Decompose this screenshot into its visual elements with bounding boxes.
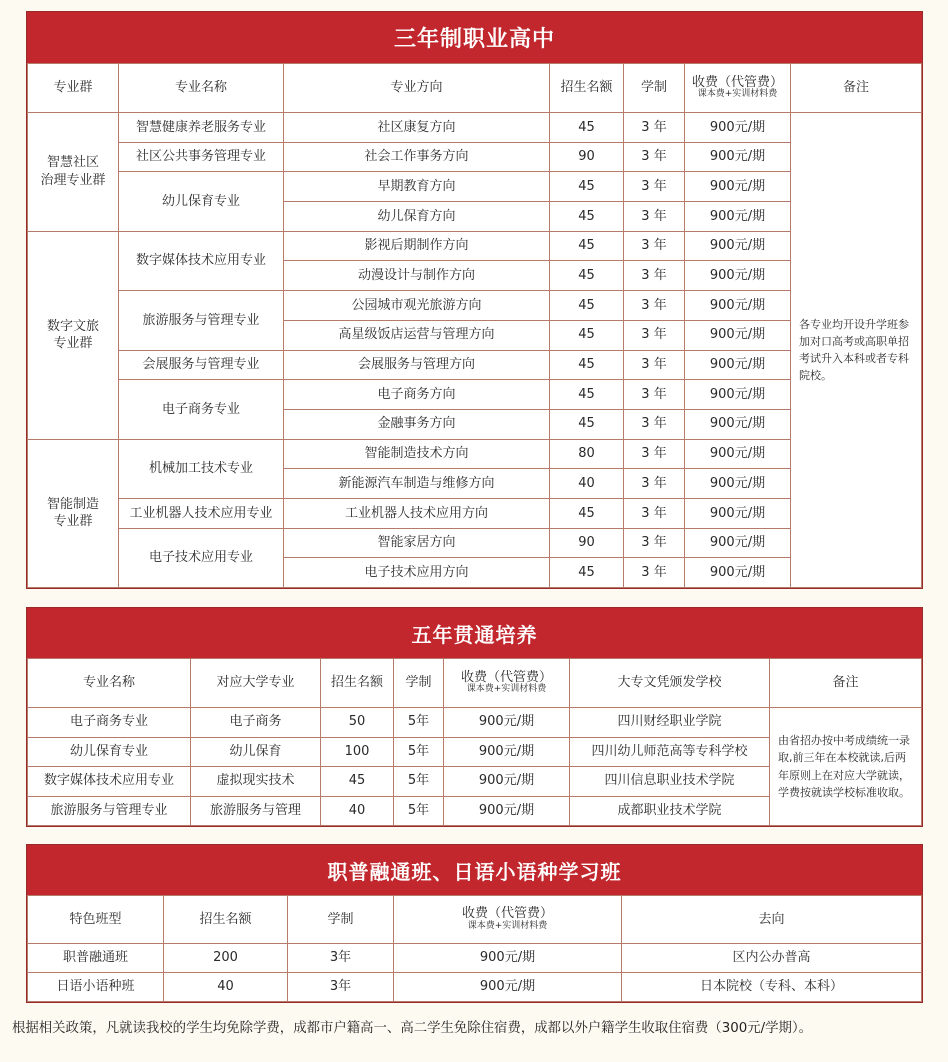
direction-cell: 影视后期制作方向 xyxy=(284,231,550,261)
fee-cell: 900元/期 xyxy=(685,202,791,232)
three-year-table xyxy=(27,63,922,588)
fee-cell: 900元/期 xyxy=(685,113,791,143)
univ-major-cell: 幼儿保育 xyxy=(191,737,321,767)
years-cell: 3 年 xyxy=(624,142,685,172)
quota-cell: 40 xyxy=(164,973,288,1002)
five-year-title: 五年贯通培养 xyxy=(27,608,922,658)
fee-cell: 900元/期 xyxy=(444,708,570,738)
major-name: 数字媒体技术应用专业 xyxy=(28,767,191,797)
direction-cell: 高星级饭店运营与管理方向 xyxy=(284,320,550,350)
fee-cell: 900元/期 xyxy=(444,737,570,767)
quota-cell: 45 xyxy=(550,320,624,350)
col-remark: 备注 xyxy=(770,659,922,708)
direction-cell: 社会工作事务方向 xyxy=(284,142,550,172)
major-name: 幼儿保育专业 xyxy=(119,172,284,231)
fee-cell: 900元/期 xyxy=(685,231,791,261)
table-row xyxy=(28,350,922,380)
quota-cell: 45 xyxy=(550,498,624,528)
years-cell: 3 年 xyxy=(624,202,685,232)
quota-cell: 100 xyxy=(321,737,394,767)
school-cell: 四川幼儿师范高等专科学校 xyxy=(570,737,770,767)
years-cell: 3 年 xyxy=(624,528,685,558)
table-row xyxy=(28,231,922,261)
major-name: 电子技术应用专业 xyxy=(119,528,284,587)
destination-cell: 日本院校（专科、本科） xyxy=(622,973,922,1002)
years-cell: 5年 xyxy=(394,767,444,797)
special-class-section xyxy=(26,844,923,1003)
years-cell: 3 年 xyxy=(624,172,685,202)
major-name: 旅游服务与管理专业 xyxy=(119,291,284,350)
quota-cell: 90 xyxy=(550,528,624,558)
direction-cell: 金融事务方向 xyxy=(284,409,550,439)
table-row xyxy=(28,708,922,738)
major-name: 社区公共事务管理专业 xyxy=(119,142,284,172)
col-quota: 招生名额 xyxy=(164,896,288,944)
fee-cell: 900元/期 xyxy=(394,973,622,1002)
univ-major-cell: 电子商务 xyxy=(191,708,321,738)
years-cell: 3 年 xyxy=(624,558,685,588)
years-cell: 3 年 xyxy=(624,498,685,528)
fee-cell: 900元/期 xyxy=(685,380,791,410)
quota-cell: 45 xyxy=(550,409,624,439)
direction-cell: 早期教育方向 xyxy=(284,172,550,202)
special-class-table xyxy=(27,895,922,1002)
col-fee: 收费（代管费） 课本费+实训材料费 xyxy=(444,659,570,708)
direction-cell: 幼儿保育方向 xyxy=(284,202,550,232)
quota-cell: 45 xyxy=(550,113,624,143)
quota-cell: 40 xyxy=(321,796,394,826)
col-school: 大专文凭颁发学校 xyxy=(570,659,770,708)
quota-cell: 45 xyxy=(550,350,624,380)
remark-cell: 由省招办按中考成绩统一录取,前三年在本校就读,后两年原则上在对应大学就读，学费按就读学校标准收取。 xyxy=(770,708,922,826)
col-quota: 招生名额 xyxy=(550,64,624,113)
five-year-section xyxy=(26,607,923,827)
quota-cell: 45 xyxy=(321,767,394,797)
quota-cell: 40 xyxy=(550,469,624,499)
group-name: 智能制造 专业群 xyxy=(28,439,119,587)
major-name: 会展服务与管理专业 xyxy=(119,350,284,380)
direction-cell: 会展服务与管理方向 xyxy=(284,350,550,380)
major-name: 机械加工技术专业 xyxy=(119,439,284,498)
col-group: 专业群 xyxy=(28,64,119,113)
group-name: 智慧社区 治理专业群 xyxy=(28,113,119,232)
table-row xyxy=(28,528,922,558)
fee-cell: 900元/期 xyxy=(444,796,570,826)
major-name: 智慧健康养老服务专业 xyxy=(119,113,284,143)
school-cell: 成都职业技术学院 xyxy=(570,796,770,826)
quota-cell: 45 xyxy=(550,172,624,202)
fee-cell: 900元/期 xyxy=(685,528,791,558)
quota-cell: 45 xyxy=(550,261,624,291)
col-major: 专业名称 xyxy=(28,659,191,708)
fee-cell: 900元/期 xyxy=(685,439,791,469)
table-row xyxy=(28,439,922,469)
table-row xyxy=(28,498,922,528)
col-destination: 去向 xyxy=(622,896,922,944)
years-cell: 3 年 xyxy=(624,350,685,380)
quota-cell: 45 xyxy=(550,231,624,261)
years-cell: 3 年 xyxy=(624,439,685,469)
special-class-title: 职普融通班、日语小语种学习班 xyxy=(27,845,922,895)
destination-cell: 区内公办普高 xyxy=(622,944,922,973)
col-years: 学制 xyxy=(394,659,444,708)
direction-cell: 智能家居方向 xyxy=(284,528,550,558)
quota-cell: 45 xyxy=(550,558,624,588)
table-row xyxy=(28,172,922,202)
fee-cell: 900元/期 xyxy=(685,261,791,291)
table-row xyxy=(28,380,922,410)
direction-cell: 电子技术应用方向 xyxy=(284,558,550,588)
major-name: 幼儿保育专业 xyxy=(28,737,191,767)
col-years: 学制 xyxy=(288,896,394,944)
fee-cell: 900元/期 xyxy=(685,142,791,172)
table-row xyxy=(28,973,922,1002)
major-name: 电子商务专业 xyxy=(28,708,191,738)
direction-cell: 社区康复方向 xyxy=(284,113,550,143)
major-name: 工业机器人技术应用专业 xyxy=(119,498,284,528)
footer-note: 根据相关政策，凡就读我校的学生均免除学费，成都市户籍高一、高二学生免除住宿费，成都以外户籍学生收取住宿费（300元/学期）。 xyxy=(12,1021,813,1036)
quota-cell: 200 xyxy=(164,944,288,973)
univ-major-cell: 旅游服务与管理 xyxy=(191,796,321,826)
major-name: 旅游服务与管理专业 xyxy=(28,796,191,826)
fee-cell: 900元/期 xyxy=(685,469,791,499)
fee-cell: 900元/期 xyxy=(685,320,791,350)
quota-cell: 45 xyxy=(550,291,624,321)
direction-cell: 智能制造技术方向 xyxy=(284,439,550,469)
years-cell: 3 年 xyxy=(624,113,685,143)
col-remark: 备注 xyxy=(791,64,922,113)
fee-cell: 900元/期 xyxy=(685,409,791,439)
table-row xyxy=(28,142,922,172)
fee-cell: 900元/期 xyxy=(394,944,622,973)
col-class-type: 特色班型 xyxy=(28,896,164,944)
direction-cell: 新能源汽车制造与维修方向 xyxy=(284,469,550,499)
quota-cell: 45 xyxy=(550,380,624,410)
univ-major-cell: 虚拟现实技术 xyxy=(191,767,321,797)
fee-cell: 900元/期 xyxy=(685,558,791,588)
major-name: 数字媒体技术应用专业 xyxy=(119,231,284,290)
three-year-section xyxy=(26,11,923,589)
direction-cell: 动漫设计与制作方向 xyxy=(284,261,550,291)
quota-cell: 45 xyxy=(550,202,624,232)
years-cell: 3 年 xyxy=(624,320,685,350)
quota-cell: 50 xyxy=(321,708,394,738)
direction-cell: 电子商务方向 xyxy=(284,380,550,410)
col-years: 学制 xyxy=(624,64,685,113)
years-cell: 3年 xyxy=(288,944,394,973)
fee-cell: 900元/期 xyxy=(685,172,791,202)
years-cell: 3 年 xyxy=(624,291,685,321)
col-fee: 收费（代管费） 课本费+实训材料费 xyxy=(685,64,791,113)
col-major: 专业名称 xyxy=(119,64,284,113)
years-cell: 3年 xyxy=(288,973,394,1002)
years-cell: 5年 xyxy=(394,796,444,826)
years-cell: 3 年 xyxy=(624,261,685,291)
group-name: 数字文旅 专业群 xyxy=(28,231,119,439)
col-direction: 专业方向 xyxy=(284,64,550,113)
years-cell: 3 年 xyxy=(624,231,685,261)
col-fee: 收费（代管费） 课本费+实训材料费 xyxy=(394,896,622,944)
table-row xyxy=(28,944,922,973)
years-cell: 5年 xyxy=(394,737,444,767)
fee-cell: 900元/期 xyxy=(685,350,791,380)
direction-cell: 公园城市观光旅游方向 xyxy=(284,291,550,321)
fee-cell: 900元/期 xyxy=(685,291,791,321)
direction-cell: 工业机器人技术应用方向 xyxy=(284,498,550,528)
class-type-cell: 职普融通班 xyxy=(28,944,164,973)
table-row xyxy=(28,113,922,143)
years-cell: 3 年 xyxy=(624,469,685,499)
quota-cell: 90 xyxy=(550,142,624,172)
class-type-cell: 日语小语种班 xyxy=(28,973,164,1002)
quota-cell: 80 xyxy=(550,439,624,469)
col-quota: 招生名额 xyxy=(321,659,394,708)
years-cell: 3 年 xyxy=(624,409,685,439)
major-name: 电子商务专业 xyxy=(119,380,284,439)
fee-cell: 900元/期 xyxy=(685,498,791,528)
three-year-title: 三年制职业高中 xyxy=(27,12,922,63)
school-cell: 四川信息职业技术学院 xyxy=(570,767,770,797)
remark-cell: 各专业均开设升学班参加对口高考或高职单招考试升入本科或者专科院校。 xyxy=(791,113,922,588)
five-year-table xyxy=(27,658,922,826)
years-cell: 5年 xyxy=(394,708,444,738)
table-row xyxy=(28,291,922,321)
school-cell: 四川财经职业学院 xyxy=(570,708,770,738)
fee-cell: 900元/期 xyxy=(444,767,570,797)
years-cell: 3 年 xyxy=(624,380,685,410)
col-univ-major: 对应大学专业 xyxy=(191,659,321,708)
